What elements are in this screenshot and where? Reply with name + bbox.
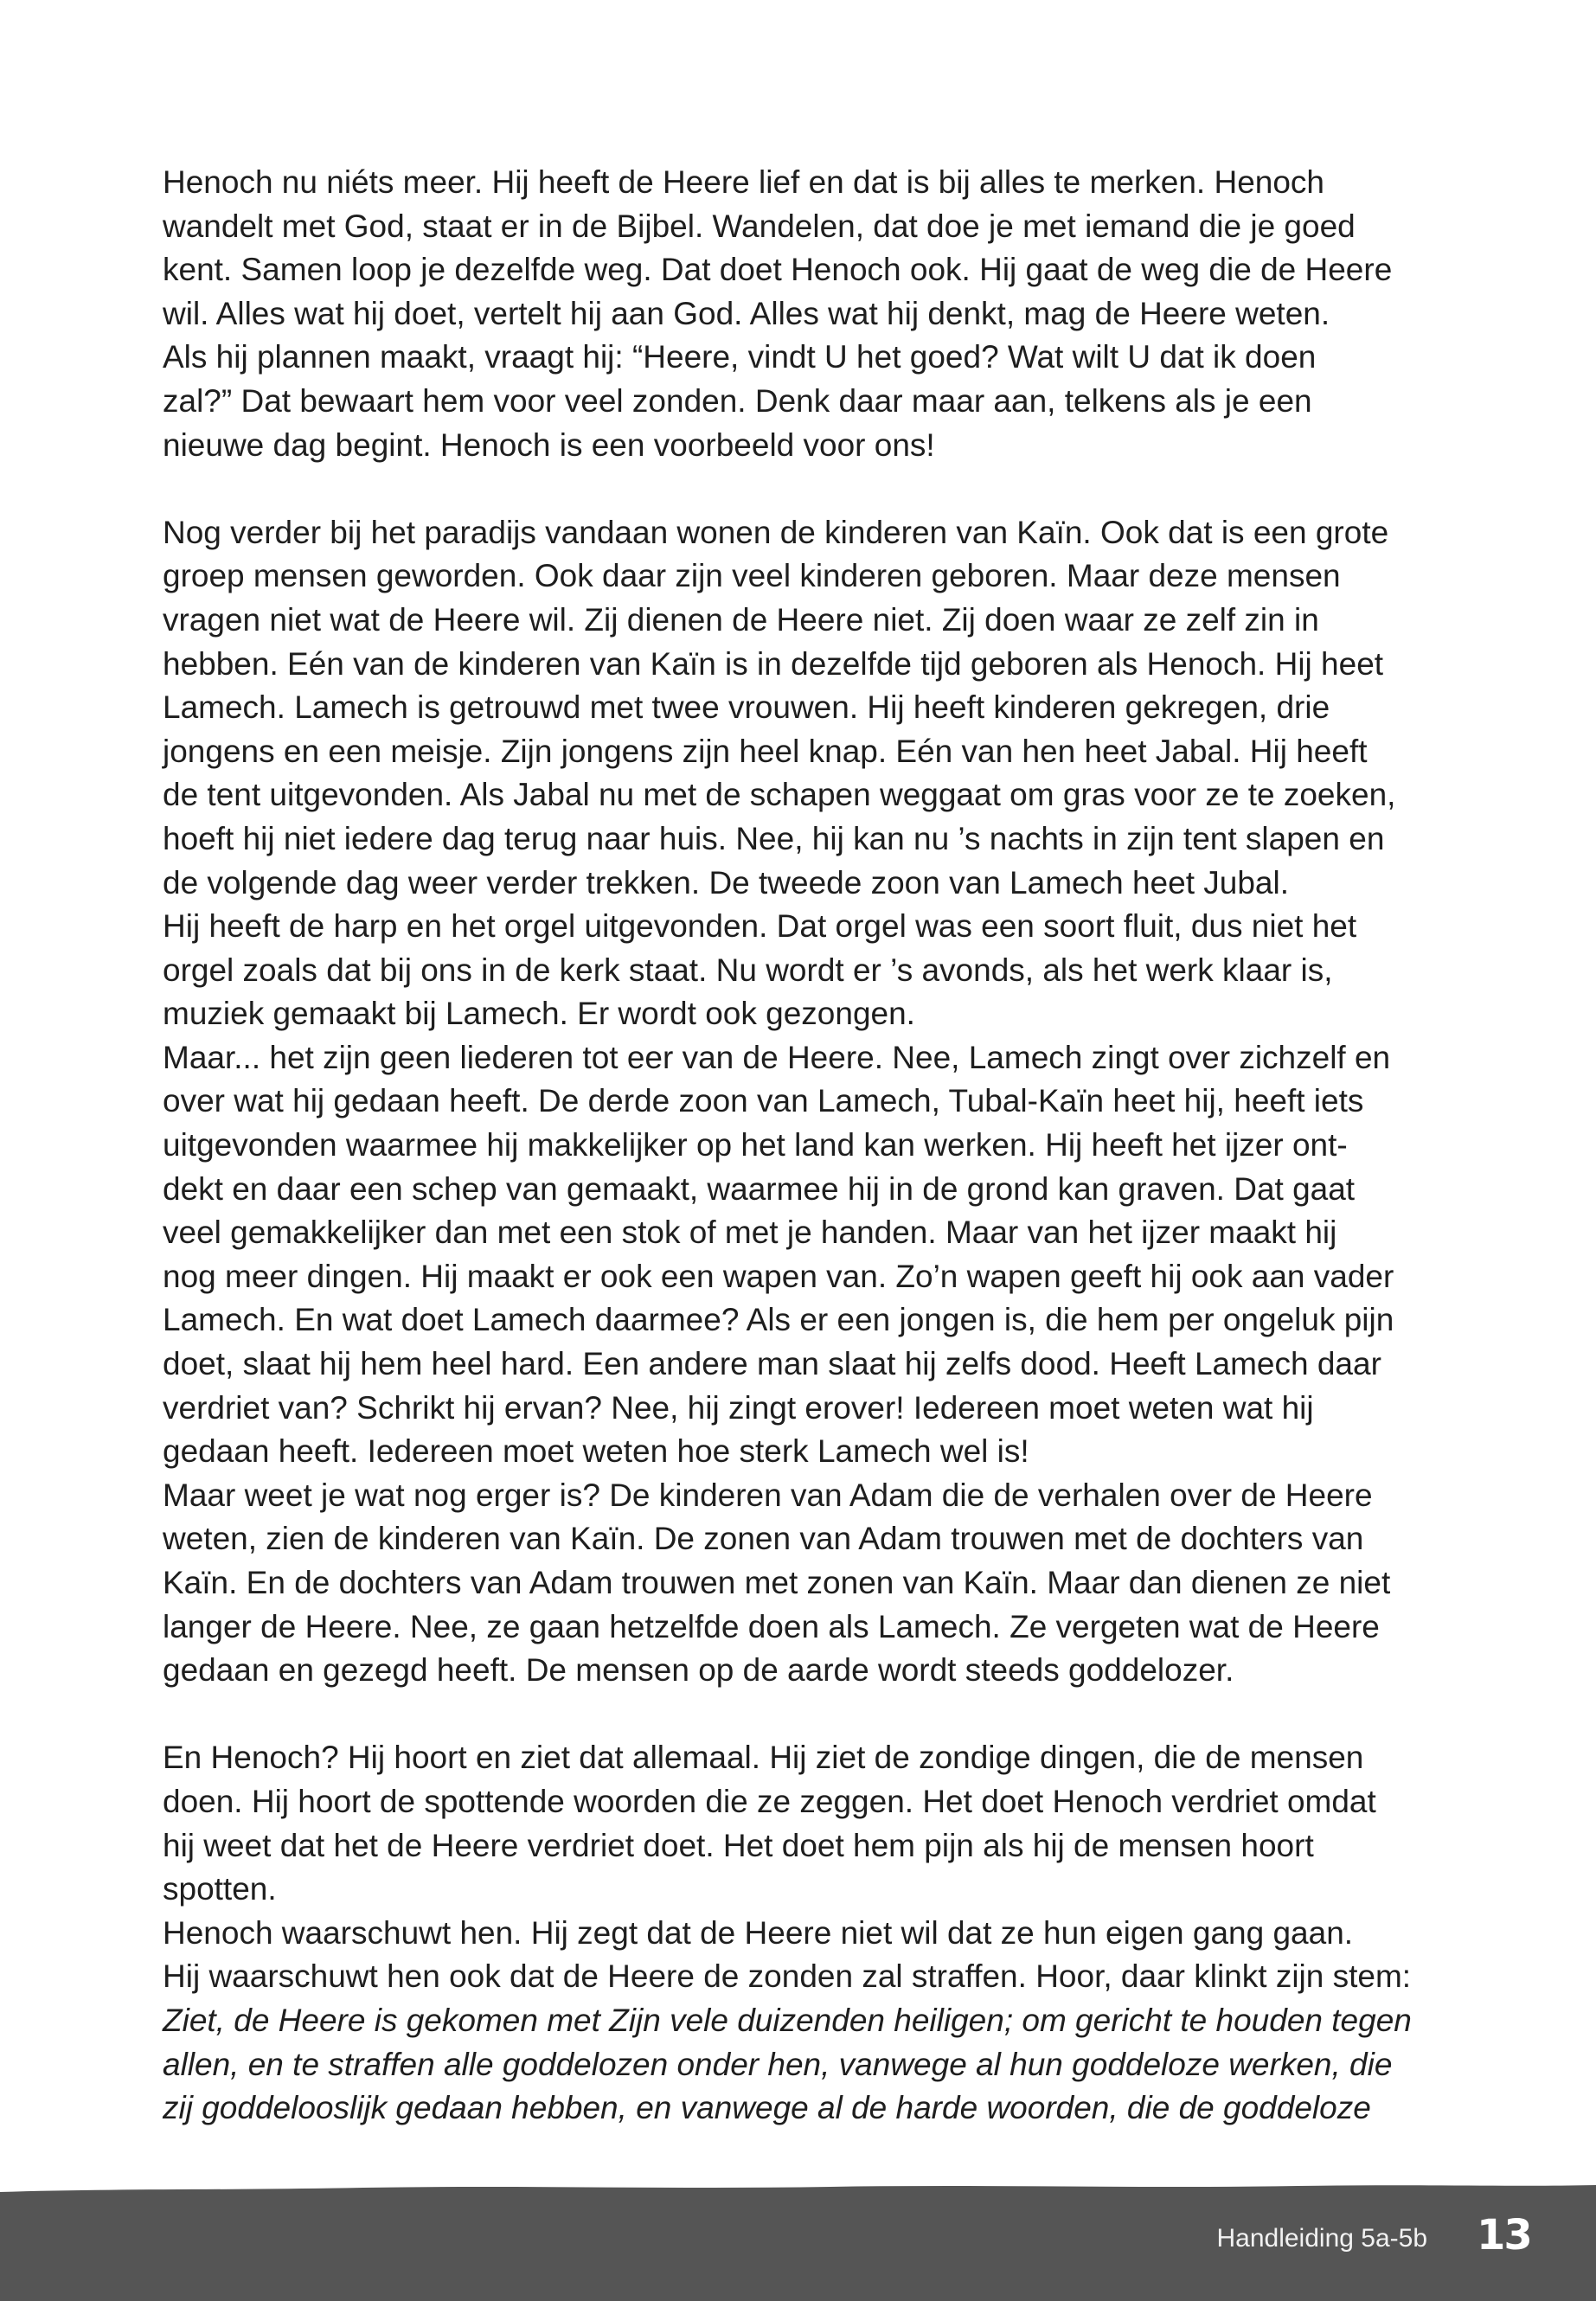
text-line: vragen niet wat de Heere wil. Zij dienen de Heere niet. Zij doen waar ze zelf zin in [163,601,1319,638]
text-line: Kaïn. En de dochters van Adam trouwen met zonen van Kaïn. Maar dan dienen ze niet [163,1565,1391,1600]
document-body [163,161,1460,2131]
text-line: nog meer dingen. Hij maakt er ook een wapen van. Zo’n wapen geeft hij ook aan vader [163,1258,1394,1294]
text-line: verdriet van? Schrikt hij ervan? Nee, hij zingt erover! Iedereen moet weten wat hij [163,1389,1314,1426]
text-line: wandelt met God, staat er in de Bijbel. Wandelen, dat doe je met iemand die je goed [163,208,1356,244]
text-line: Maar... het zijn geen liederen tot eer van de Heere. Nee, Lamech zingt over zichzelf en [163,1039,1391,1075]
quote-line: allen, en te straffen alle goddelozen onder hen, vanwege al hun goddeloze werken, die [163,2046,1393,2082]
paragraph-spacer [163,467,1460,511]
text-line: doen. Hij hoort de spottende woorden die ze zeggen. Het doet Henoch verdriet omdat [163,1783,1376,1819]
paragraph-3 [163,1736,1460,2130]
text-line: over wat hij gedaan heeft. De derde zoon van Lamech, Tubal-Kaïn heet hij, heeft iets [163,1083,1364,1119]
text-line: En Henoch? Hij hoort en ziet dat allemaal. Hij ziet de zondige dingen, die de mensen [163,1740,1364,1776]
text-line: Lamech. Lamech is getrouwd met twee vrouwen. Hij heeft kinderen gekregen, drie [163,689,1330,726]
text-line: Henoch nu niéts meer. Hij heeft de Heere lief en dat is bij alles te merken. Henoch [163,164,1325,200]
text-line: de volgende dag weer verder trekken. De tweede zoon van Lamech heet Jubal. [163,864,1289,901]
text-line: uitgevonden waarmee hij makkelijker op het land kan werken. Hij heeft het ijzer ont- [163,1127,1348,1163]
text-line: Hij heeft de harp en het orgel uitgevonden. Dat orgel was een soort fluit, dus niet het [163,908,1357,945]
text-line: nieuwe dag begint. Henoch is een voorbeeld voor ons! [163,426,935,463]
text-line: Als hij plannen maakt, vraagt hij: “Heere, vindt U het goed? Wat wilt U dat ik doen [163,339,1317,375]
text-line: muziek gemaakt bij Lamech. Er wordt ook gezongen. [163,996,915,1032]
text-line: dekt en daar een schep van gemaakt, waarmee hij in de grond kan graven. Dat gaat [163,1170,1356,1207]
text-line: jongens en een meisje. Zijn jongens zijn heel knap. Eén van hen heet Jabal. Hij heeft [163,733,1368,769]
quote-line: zij goddelooslijk gedaan hebben, en vanwege al de harde woorden, die de goddeloze [163,2090,1371,2126]
text-line: orgel zoals dat bij ons in de kerk staat. Nu wordt er ’s avonds, als het werk klaar is, [163,952,1333,988]
text-line: weten, zien de kinderen van Kaïn. De zonen van Adam trouwen met de dochters van [163,1521,1364,1557]
text-line: Nog verder bij het paradijs vandaan wonen de kinderen van Kaïn. Ook dat is een grote [163,514,1389,550]
text-line: veel gemakkelijker dan met een stok of met je handen. Maar van het ijzer maakt hij [163,1215,1337,1251]
text-line: zal?” Dat bewaart hem voor veel zonden. Denk daar maar aan, telkens als je een [163,382,1312,419]
text-line: gedaan en gezegd heeft. De mensen op de aarde wordt steeds goddelozer. [163,1652,1234,1689]
text-line: hoeft hij niet iedere dag terug naar huis. Nee, hij kan nu ’s nachts in zijn tent slapen en [163,820,1385,856]
paragraph-1 [163,161,1460,467]
text-line: wil. Alles wat hij doet, vertelt hij aan God. Alles wat hij denkt, mag de Heere weten. [163,295,1330,331]
text-line: gedaan heeft. Iedereen moet weten hoe sterk Lamech wel is! [163,1433,1029,1470]
quote-line: Ziet, de Heere is gekomen met Zijn vele duizenden heiligen; om gericht te houden tegen [163,2002,1412,2038]
text-line: Lamech. En wat doet Lamech daarmee? Als er een jongen is, die hem per ongeluk pijn [163,1302,1394,1338]
text-line: langer de Heere. Nee, ze gaan hetzelfde doen als Lamech. Ze vergeten wat de Heere [163,1608,1380,1644]
text-line: doet, slaat hij hem heel hard. Een andere man slaat hij zelfs dood. Heeft Lamech daar [163,1346,1381,1382]
text-line: spotten. [163,1871,277,1907]
text-line: hij weet dat het de Heere verdriet doet. Het doet hem pijn als hij de mensen hoort [163,1827,1314,1863]
text-line: hebben. Eén van de kinderen van Kaïn is in dezelfde tijd geboren als Henoch. Hij heet [163,645,1384,682]
text-line: groep mensen geworden. Ook daar zijn veel kinderen geboren. Maar deze mensen [163,558,1341,594]
page-number: 13 [1477,2211,1531,2259]
paragraph-2 [163,511,1460,1693]
footer-title: Handleiding 5a-5b [1216,2224,1427,2253]
text-line: Hij waarschuwt hen ook dat de Heere de zonden zal straffen. Hoor, daar klinkt zijn stem: [163,1958,1412,1995]
text-line: Maar weet je wat nog erger is? De kinderen van Adam die de verhalen over de Heere [163,1477,1373,1513]
paragraph-spacer [163,1693,1460,1737]
text-line: kent. Samen loop je dezelfde weg. Dat doet Henoch ook. Hij gaat de weg die de Heere [163,252,1393,288]
text-line: Henoch waarschuwt hen. Hij zegt dat de Heere niet wil dat ze hun eigen gang gaan. [163,1914,1354,1951]
text-line: de tent uitgevonden. Als Jabal nu met de schapen weggaat om gras voor ze te zoeken, [163,777,1396,813]
